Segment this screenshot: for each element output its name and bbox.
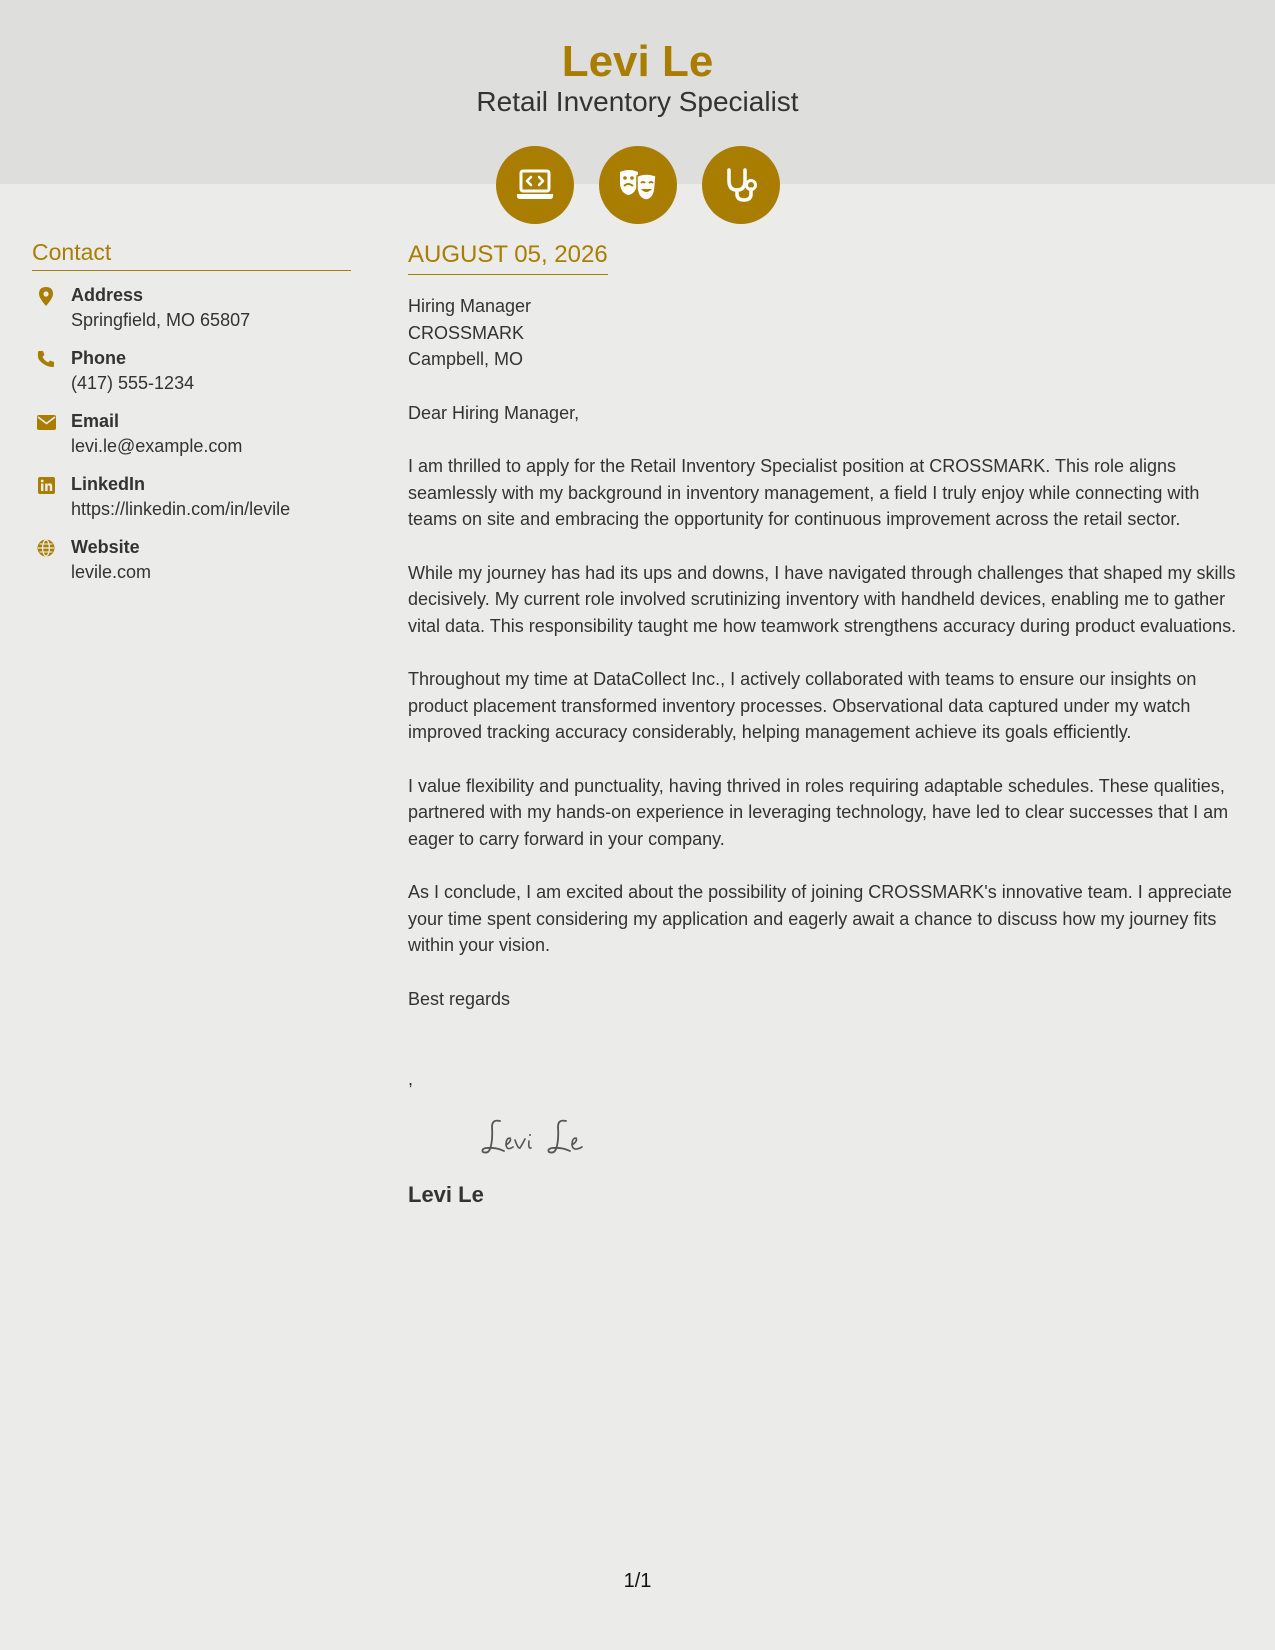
header-icon-row <box>496 146 780 224</box>
job-title: Retail Inventory Specialist <box>476 86 799 117</box>
linkedin-icon <box>36 475 56 495</box>
contact-label: Address <box>71 285 144 305</box>
letter-paragraph: While my journey has had its ups and downs, I have navigated through challenges that shaped my skills decisively. My current role involved scrutinizing inventory with handheld devices, enabling me to gather vital data. This responsibility taught me how teamwork strengthens accuracy during product evaluations. <box>408 562 1237 636</box>
recipient-block <box>408 293 1240 373</box>
contact-label: Phone <box>71 348 127 368</box>
phone-icon <box>36 349 56 369</box>
applicant-name: Levi Le <box>561 37 714 86</box>
contact-list <box>32 283 351 598</box>
recipient-line: CROSSMARK <box>408 322 525 343</box>
contact-value: levi.le@example.com <box>71 436 243 456</box>
page-number: 1/1 <box>623 1570 652 1592</box>
contact-label: LinkedIn <box>71 474 146 494</box>
contact-item-email <box>32 409 351 472</box>
letter-paragraph: I am thrilled to apply for the Retail Inventory Specialist position at CROSSMARK. This role aligns seamlessly with my background in inventory management, a field I truly enjoy while connecting with teams on site and embracing the opportunity for continuous improvement across the retail sector. <box>408 456 1200 529</box>
contact-item-address <box>32 283 351 346</box>
contact-label: Website <box>71 537 140 557</box>
stethoscope-icon <box>702 146 780 224</box>
closing: Best regards <box>408 988 511 1009</box>
contact-item-website <box>32 535 351 598</box>
letter-paragraph: As I conclude, I am excited about the possibility of joining CROSSMARK's innovative team. I appreciate your time spent considering my application and eagerly await a chance to discuss how my journey fits within your vision. <box>408 882 1232 955</box>
contact-value: https://linkedin.com/in/levile <box>71 499 291 519</box>
envelope-icon <box>36 412 56 432</box>
letter-date: AUGUST 05, 2026 <box>408 240 608 275</box>
contact-heading: Contact <box>32 238 351 271</box>
globe-icon <box>36 538 56 558</box>
handwritten-signature <box>478 1107 608 1167</box>
letter-body <box>408 240 1240 1209</box>
closing-comma: , <box>408 1069 414 1089</box>
contact-value: levile.com <box>71 562 152 582</box>
letter-paragraph: I value flexibility and punctuality, having thrived in roles requiring adaptable schedules. These qualities, partnered with my hands-on experience in leveraging technology, have led to clear successes that I am eager to carry forward in your company. <box>408 775 1229 849</box>
contact-value: Springfield, MO 65807 <box>71 310 251 330</box>
theater-masks-icon <box>599 146 677 224</box>
recipient-line: Hiring Manager <box>408 296 532 316</box>
recipient-line: Campbell, MO <box>408 349 524 369</box>
contact-sidebar <box>32 238 351 598</box>
letter-paragraph: Throughout my time at DataCollect Inc., I actively collaborated with teams to ensure our insights on product placement transformed inventory processes. Observational data captured under my watch improved tracking accuracy considerably, helping management achieve its goals efficiently. <box>408 669 1197 742</box>
contact-label: Email <box>71 411 120 431</box>
contact-item-linkedin <box>32 472 351 535</box>
contact-value: (417) 555-1234 <box>71 373 195 393</box>
laptop-code-icon <box>496 146 574 224</box>
map-marker-icon <box>36 286 56 306</box>
signature-name: Levi Le <box>408 1181 484 1207</box>
salutation: Dear Hiring Manager, <box>408 402 580 423</box>
contact-item-phone <box>32 346 351 409</box>
